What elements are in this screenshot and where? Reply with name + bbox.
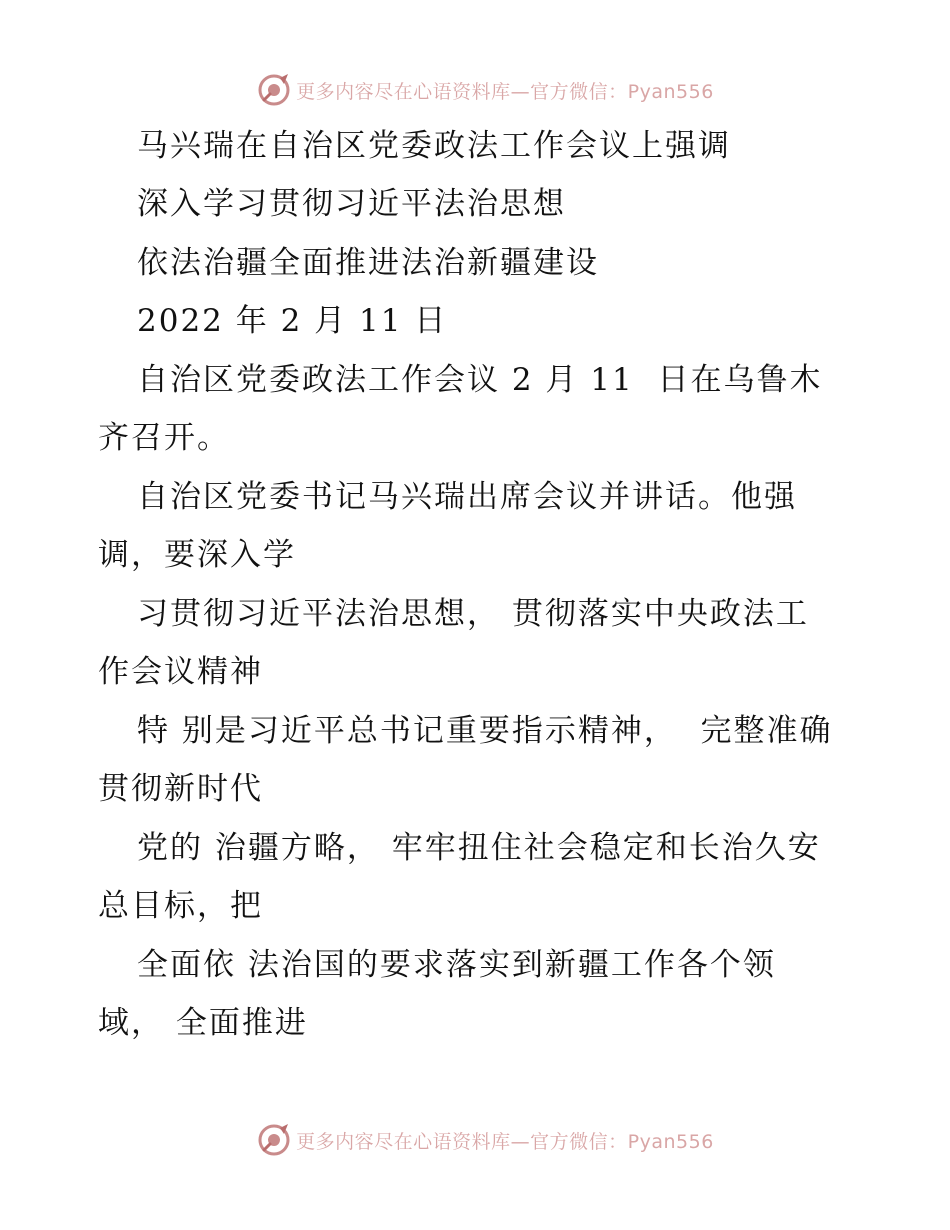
paragraph-line: 作会议精神 [98, 654, 263, 690]
paragraph-line: 自治区党委书记马兴瑞出席会议并讲话。他强 [137, 479, 797, 515]
paragraph-line: 全面依 法治国的要求落实到新疆工作各个领 [137, 947, 776, 983]
paragraph-line: 自治区党委政法工作会议 2 月 11 日在乌鲁木 [137, 362, 823, 398]
paragraph-line: 党的 治疆方略， 牢牢扭住社会稳定和长治久安 [137, 830, 821, 866]
quill-logo-icon [256, 72, 292, 108]
paragraph-line: 习贯彻习近平法治思想， 贯彻落实中央政法工 [137, 596, 809, 632]
title-line-1: 马兴瑞在自治区党委政法工作会议上强调 [137, 128, 731, 164]
date-line: 2022 年 2 月 11 日 [137, 303, 448, 339]
paragraph-line: 总目标，把 [98, 888, 263, 924]
title-line-3: 依法治疆全面推进法治新疆建设 [137, 245, 599, 281]
quill-logo-icon [256, 1122, 292, 1158]
title-line-2: 深入学习贯彻习近平法治思想 [137, 186, 566, 222]
paragraph-line: 齐召开。 [98, 420, 230, 456]
footer-watermark [0, 1120, 950, 1160]
header-watermark-text: 更多内容尽在心语资料库—官方微信：Pyan556 [296, 80, 714, 103]
paragraph-line: 贯彻新时代 [98, 771, 263, 807]
paragraph-line: 调，要深入学 [98, 537, 296, 573]
header-watermark [0, 70, 950, 110]
footer-watermark-text: 更多内容尽在心语资料库—官方微信：Pyan556 [296, 1130, 714, 1153]
paragraph-line: 特 别是习近平总书记重要指示精神， 完整准确 [137, 713, 833, 749]
paragraph-line: 域， 全面推进 [98, 1005, 308, 1041]
